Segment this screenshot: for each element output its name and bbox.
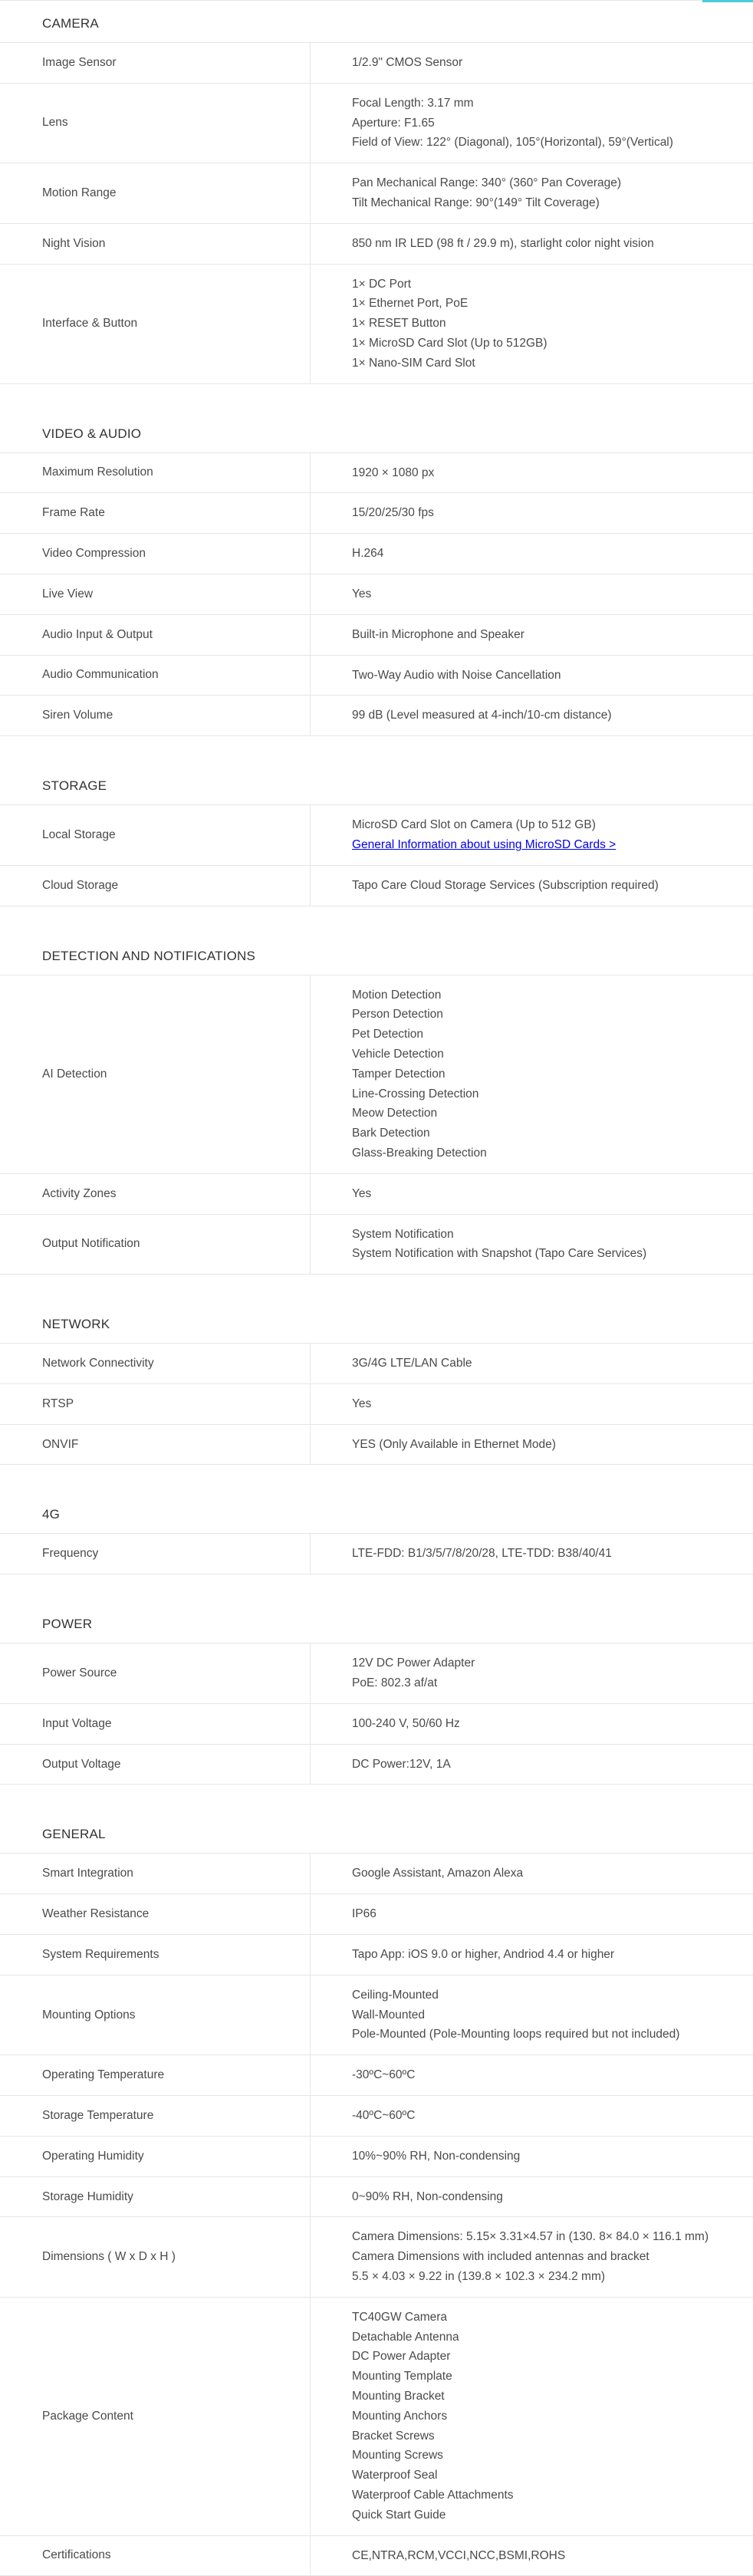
spec-values (311, 1394, 753, 1414)
spec-value: 1/2.9" CMOS Sensor (352, 56, 463, 69)
spec-row-operating-humidity (0, 2137, 753, 2177)
spec-value: Two-Way Audio with Noise Cancellation (352, 668, 561, 682)
spec-label: Cloud Storage (42, 878, 119, 892)
section-title: NETWORK (0, 1305, 753, 1344)
spec-label: Mounting Options (42, 2008, 136, 2022)
spec-values (311, 94, 753, 153)
spec-row-dimensions-w-x-d-x-h (0, 2217, 753, 2297)
spec-value: Pan Mechanical Range: 340° (360° Pan Coverage) (352, 176, 622, 190)
spec-value: Mounting Screws (352, 2449, 443, 2462)
spec-values (311, 1904, 753, 1924)
spec-values (311, 1225, 753, 1265)
section-title: DETECTION AND NOTIFICATIONS (0, 937, 753, 975)
spec-value: 1× MicroSD Card Slot (Up to 512GB) (352, 336, 547, 350)
spec-value: 0~90% RH, Non-condensing (352, 2189, 503, 2203)
spec-values (311, 2147, 753, 2166)
spec-value: Bark Detection (352, 1127, 430, 1140)
spec-label: RTSP (42, 1397, 74, 1410)
spec-value: -30ºC~60ºC (352, 2068, 416, 2082)
spec-value: Waterproof Seal (352, 2469, 438, 2482)
spec-values (311, 275, 753, 373)
spec-label: AI Detection (42, 1067, 107, 1081)
spec-label: Network Connectivity (42, 1356, 154, 1370)
spec-label: Frame Rate (42, 506, 105, 520)
spec-value: Waterproof Cable Attachments (352, 2489, 514, 2502)
spec-value: Pet Detection (352, 1028, 424, 1041)
spec-value: 100-240 V, 50/60 Hz (352, 1716, 460, 1730)
spec-values (311, 1945, 753, 1965)
spec-label: Dimensions ( W x D x H ) (42, 2250, 176, 2264)
spec-value: Mounting Bracket (352, 2390, 445, 2403)
spec-values (311, 53, 753, 73)
spec-label: Operating Temperature (42, 2068, 165, 2082)
spec-section-general (0, 1815, 753, 2576)
spec-row-frequency (0, 1534, 753, 1574)
spec-label: Output Voltage (42, 1757, 121, 1771)
spec-values (311, 234, 753, 254)
spec-values (311, 2308, 753, 2525)
spec-row-night-vision (0, 224, 753, 265)
spec-row-output-notification (0, 1215, 753, 1275)
spec-value: Yes (352, 1397, 372, 1410)
spec-row-operating-temperature (0, 2055, 753, 2096)
spec-row-video-compression (0, 534, 753, 574)
spec-value: Pole-Mounted (Pole-Mounting loops required but not included) (352, 2028, 680, 2041)
spec-value: H.264 (352, 547, 384, 561)
spec-section-camera (0, 5, 753, 384)
spec-label: Live View (42, 587, 94, 600)
spec-row-local-storage (0, 805, 753, 866)
active-tab-indicator (702, 0, 753, 2)
spec-label: System Requirements (42, 1947, 159, 1961)
spec-label: Power Source (42, 1666, 117, 1680)
spec-value: 1× RESET Button (352, 317, 446, 331)
spec-values (311, 544, 753, 564)
spec-values (311, 985, 753, 1163)
spec-section-network (0, 1305, 753, 1465)
spec-values (311, 706, 753, 725)
spec-value: Meow Detection (352, 1107, 438, 1120)
section-title: POWER (0, 1605, 753, 1643)
spec-value: DC Power:12V, 1A (352, 1757, 451, 1771)
spec-values (311, 876, 753, 896)
spec-value: 5.5 × 4.03 × 9.22 in (139.8 × 102.3 × 234.2 mm) (352, 2270, 606, 2284)
spec-label: Local Storage (42, 827, 116, 841)
spec-values (311, 2065, 753, 2085)
spec-label: Video Compression (42, 547, 146, 561)
spec-value: Bracket Screws (352, 2429, 435, 2443)
spec-row-certifications (0, 2536, 753, 2576)
spec-value: System Notification with Snapshot (Tapo Care Services) (352, 1247, 647, 1261)
spec-value: DC Power Adapter (352, 2350, 451, 2364)
spec-values (311, 1435, 753, 1455)
spec-value: MicroSD Card Slot on Camera (Up to 512 GB) (352, 818, 596, 832)
spec-row-storage-humidity (0, 2177, 753, 2218)
spec-row-network-connectivity (0, 1344, 753, 1384)
spec-label: Motion Range (42, 186, 117, 199)
spec-values (311, 1653, 753, 1693)
spec-row-input-voltage (0, 1704, 753, 1745)
spec-values (311, 1184, 753, 1204)
spec-values (311, 584, 753, 604)
spec-row-image-sensor (0, 43, 753, 84)
spec-value: Mounting Anchors (352, 2409, 448, 2423)
spec-label: Night Vision (42, 236, 106, 250)
spec-value: 3G/4G LTE/LAN Cable (352, 1357, 472, 1370)
spec-value: 1920 × 1080 px (352, 466, 435, 479)
spec-label: Storage Humidity (42, 2189, 133, 2203)
spec-values (311, 815, 753, 855)
spec-value: TC40GW Camera (352, 2310, 448, 2324)
spec-value: CE,NTRA,RCM,VCCI,NCC,BSMI,ROHS (352, 2548, 566, 2562)
spec-row-live-view (0, 574, 753, 615)
microsd-info-link[interactable]: General Information about using MicroSD Cards > (352, 837, 617, 851)
spec-value: IP66 (352, 1907, 376, 1921)
spec-value: 1× Nano-SIM Card Slot (352, 356, 475, 370)
spec-value: Glass-Breaking Detection (352, 1146, 487, 1160)
spec-label: Package Content (42, 2409, 133, 2423)
spec-value: Aperture: F1.65 (352, 116, 435, 130)
spec-label: Interface & Button (42, 317, 138, 331)
spec-section-power (0, 1605, 753, 1785)
spec-label: Storage Temperature (42, 2108, 154, 2122)
spec-values (311, 666, 753, 686)
spec-values (311, 1864, 753, 1883)
spec-row-system-requirements (0, 1935, 753, 1976)
spec-value: 12V DC Power Adapter (352, 1656, 475, 1670)
spec-value: Tapo App: iOS 9.0 or higher, Andriod 4.4 or higher (352, 1948, 615, 1962)
spec-value: Focal Length: 3.17 mm (352, 96, 474, 110)
spec-value: -40ºC~60ºC (352, 2109, 416, 2123)
spec-label: Weather Resistance (42, 1907, 150, 1921)
spec-value: Mounting Template (352, 2370, 452, 2384)
spec-row-cloud-storage (0, 866, 753, 906)
spec-value: Google Assistant, Amazon Alexa (352, 1867, 524, 1880)
spec-value: YES (Only Available in Ethernet Mode) (352, 1437, 556, 1451)
spec-values (311, 2106, 753, 2126)
spec-value: Yes (352, 1186, 372, 1200)
spec-row-activity-zones (0, 1174, 753, 1215)
spec-values (311, 1985, 753, 2045)
spec-row-rtsp (0, 1384, 753, 1425)
spec-values (311, 625, 753, 645)
section-title: CAMERA (0, 5, 753, 43)
section-title: STORAGE (0, 767, 753, 805)
spec-row-weather-resistance (0, 1894, 753, 1935)
spec-value: Camera Dimensions with included antennas and bracket (352, 2250, 649, 2264)
spec-value: 10%~90% RH, Non-condensing (352, 2149, 521, 2163)
spec-row-frame-rate (0, 493, 753, 534)
spec-section-video-audio (0, 415, 753, 737)
spec-label: Certifications (42, 2548, 111, 2562)
spec-value: Yes (352, 587, 372, 600)
spec-value: Line-Crossing Detection (352, 1087, 479, 1100)
spec-value: LTE-FDD: B1/3/5/7/8/20/28, LTE-TDD: B38/40/41 (352, 1547, 612, 1561)
spec-section-storage (0, 767, 753, 906)
spec-row-power-source (0, 1643, 753, 1704)
spec-values (311, 1755, 753, 1775)
spec-value: PoE: 802.3 af/at (352, 1676, 438, 1690)
spec-values (311, 1714, 753, 1734)
top-divider (0, 0, 753, 1)
spec-value: Quick Start Guide (352, 2508, 446, 2522)
spec-value: Camera Dimensions: 5.15× 3.31×4.57 in (130. 8× 84.0 × 116.1 mm) (352, 2230, 709, 2244)
section-title: GENERAL (0, 1815, 753, 1854)
spec-row-onvif (0, 1425, 753, 1466)
spec-label: Maximum Resolution (42, 466, 153, 479)
spec-row-interface-button (0, 265, 753, 384)
spec-label: Siren Volume (42, 709, 113, 722)
spec-row-audio-input-output (0, 615, 753, 656)
spec-value: Tamper Detection (352, 1067, 446, 1081)
spec-row-audio-communication (0, 656, 753, 696)
spec-value: 15/20/25/30 fps (352, 506, 434, 520)
spec-values (311, 173, 753, 213)
spec-value: Motion Detection (352, 988, 442, 1002)
spec-values (311, 2546, 753, 2566)
spec-label: Output Notification (42, 1237, 140, 1251)
spec-value: 99 dB (Level measured at 4-inch/10-cm distance) (352, 709, 612, 722)
spec-row-smart-integration (0, 1854, 753, 1894)
spec-row-motion-range (0, 163, 753, 224)
spec-value: Tilt Mechanical Range: 90°(149° Tilt Coverage) (352, 196, 600, 209)
spec-values (311, 1544, 753, 1564)
spec-value: Detachable Antenna (352, 2330, 459, 2344)
spec-value: Person Detection (352, 1008, 443, 1022)
spec-label: Audio Communication (42, 668, 159, 682)
spec-value: 1× DC Port (352, 277, 412, 291)
spec-row-ai-detection (0, 975, 753, 1174)
spec-label: ONVIF (42, 1437, 79, 1451)
spec-row-mounting-options (0, 1976, 753, 2055)
spec-values (311, 1354, 753, 1374)
spec-value: 850 nm IR LED (98 ft / 29.9 m), starlight color night vision (352, 236, 654, 250)
spec-row-output-voltage (0, 1745, 753, 1785)
spec-values (311, 2187, 753, 2207)
spec-row-maximum-resolution (0, 453, 753, 494)
spec-section-detection-and-notifications (0, 937, 753, 1275)
spec-row-package-content (0, 2298, 753, 2536)
spec-label: Lens (42, 116, 68, 130)
spec-values (311, 503, 753, 523)
spec-label: Operating Humidity (42, 2149, 144, 2163)
spec-row-siren-volume (0, 696, 753, 736)
spec-section-4g (0, 1495, 753, 1574)
spec-value: 1× Ethernet Port, PoE (352, 297, 469, 311)
spec-value: Field of View: 122° (Diagonal), 105°(Horizontal), 59°(Vertical) (352, 136, 673, 150)
spec-value: Wall-Mounted (352, 2008, 426, 2022)
spec-row-lens (0, 84, 753, 163)
spec-value: Vehicle Detection (352, 1047, 444, 1061)
spec-label: Frequency (42, 1547, 99, 1561)
spec-values (311, 463, 753, 483)
spec-value: Built-in Microphone and Speaker (352, 627, 524, 641)
spec-label: Activity Zones (42, 1186, 117, 1200)
spec-row-storage-temperature (0, 2096, 753, 2137)
spec-value: Ceiling-Mounted (352, 1988, 439, 2002)
section-title: 4G (0, 1495, 753, 1534)
spec-label: Input Voltage (42, 1716, 112, 1730)
spec-value: Tapo Care Cloud Storage Services (Subscription required) (352, 878, 659, 892)
spec-label: Audio Input & Output (42, 627, 153, 641)
section-title: VIDEO & AUDIO (0, 415, 753, 453)
spec-label: Smart Integration (42, 1867, 133, 1880)
spec-value: System Notification (352, 1227, 454, 1241)
spec-values (311, 2227, 753, 2286)
spec-label: Image Sensor (42, 55, 117, 69)
